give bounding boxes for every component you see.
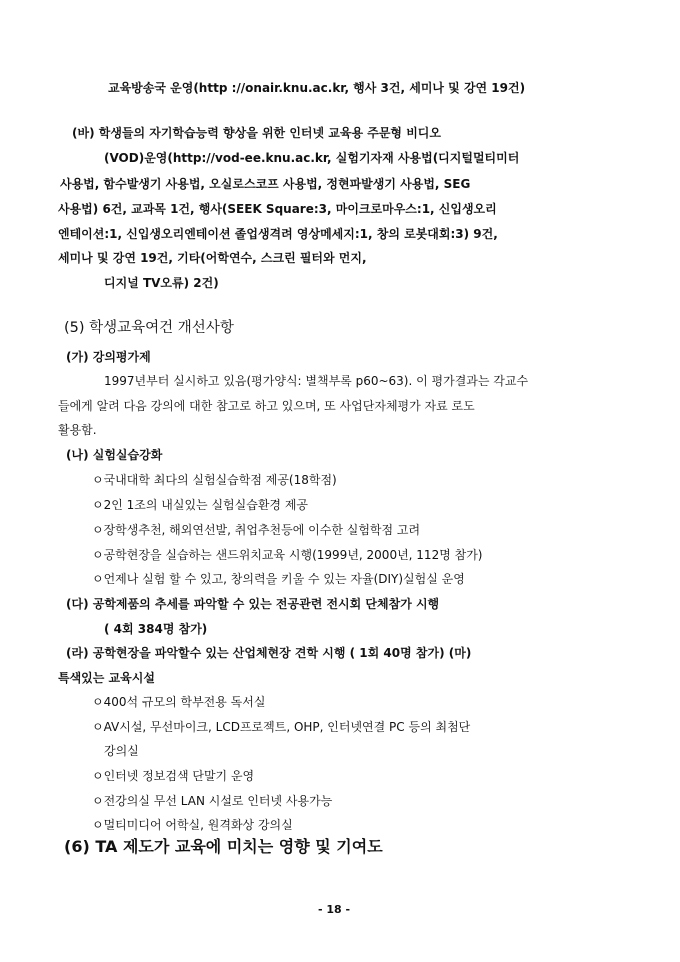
section-5-ga-paragraph-line-1: 1997년부터 실시하고 있음(평가양식: 별책부록 p60~63). 이 평가결과는 각교수 [104,374,529,388]
section-6-heading: (6) TA 제도가 교육에 미치는 영향 및 기여도 [64,837,383,856]
list-item: ㅇ장학생추천, 해외연선발, 취업추천등에 이수한 실험학점 고려 [92,523,421,537]
section-5-ga-paragraph-line-2: 들에게 알려 다음 강의에 대한 참고로 하고 있으며, 또 사업단자체평가 자료 로도 [58,399,475,413]
section-5-ra-line-1: (라) 공학현장을 파악할수 있는 산업체현장 견학 시행 ( 1회 40명 참가) (마) [66,646,472,660]
section-ba-line-2: (VOD)운영(http://vod-ee.knu.ac.kr, 실험기자재 사용법(디지털멀티미터 [104,151,520,165]
section-ba-line-3: 사용법, 함수발생기 사용법, 오실로스코프 사용법, 정현파발생기 사용법, SEG [60,177,471,191]
list-item: ㅇ인터넷 정보검색 단말기 운영 [92,769,255,783]
text-line: 교육방송국 운영(http ://onair.knu.ac.kr, 행사 3건, 세미나 및 강연 19건) [108,81,526,95]
section-5-da-line-2: ( 4회 384명 참가) [104,622,208,636]
list-item: ㅇAV시설, 무선마이크, LCD프로젝트, OHP, 인터넷연결 PC 등의 최첨단 [92,720,471,734]
list-item: ㅇ멀티미디어 어학실, 원격화상 강의실 [92,818,293,832]
section-5-na-heading: (나) 실험실습강화 [66,448,163,462]
section-5-ga-paragraph-line-3: 활용함. [58,423,97,437]
section-ba-line-5: 엔테이션:1, 신입생오리엔테이션 졸업생격려 영상메세지:1, 창의 로봇대회:3) 9건, [58,227,498,241]
section-5-ma-heading: 특색있는 교육시설 [58,671,155,685]
section-ba-line-4: 사용법) 6건, 교과목 1건, 행사(SEEK Square:3, 마이크로마우스:1, 신입생오리 [58,202,497,216]
list-item: ㅇ국내대학 최다의 실험실습학점 제공(18학점) [92,473,337,487]
section-5-da-line-1: (다) 공학제품의 추세를 파악할 수 있는 전공관련 전시회 단체참가 시행 [66,597,440,611]
page-number: - 18 - [318,903,351,916]
list-item: ㅇ2인 1조의 내실있는 실험실습환경 제공 [92,498,309,512]
list-item: ㅇ400석 규모의 학부전용 독서실 [92,695,266,709]
section-ba-line-1: (바) 학생들의 자기학습능력 향상을 위한 인터넷 교육용 주문형 비디오 [72,126,441,140]
list-item: ㅇ전강의실 무선 LAN 시설로 인터넷 사용가능 [92,794,333,808]
section-5-ga-heading: (가) 강의평가제 [66,350,151,364]
list-item: ㅇ언제나 실험 할 수 있고, 창의력을 키울 수 있는 자율(DIY)실험실 운영 [92,572,465,586]
section-5-heading: (5) 학생교육여건 개선사항 [64,320,234,336]
section-ba-line-6: 세미나 및 강연 19건, 기타(어학연수, 스크린 필터와 먼지, [58,251,367,265]
list-item: ㅇ공학현장을 실습하는 샌드위치교육 시행(1999년, 2000년, 112명 참가) [92,548,483,562]
list-item: 강의실 [104,744,139,758]
section-ba-line-7: 디지널 TV오류) 2건) [104,276,219,290]
